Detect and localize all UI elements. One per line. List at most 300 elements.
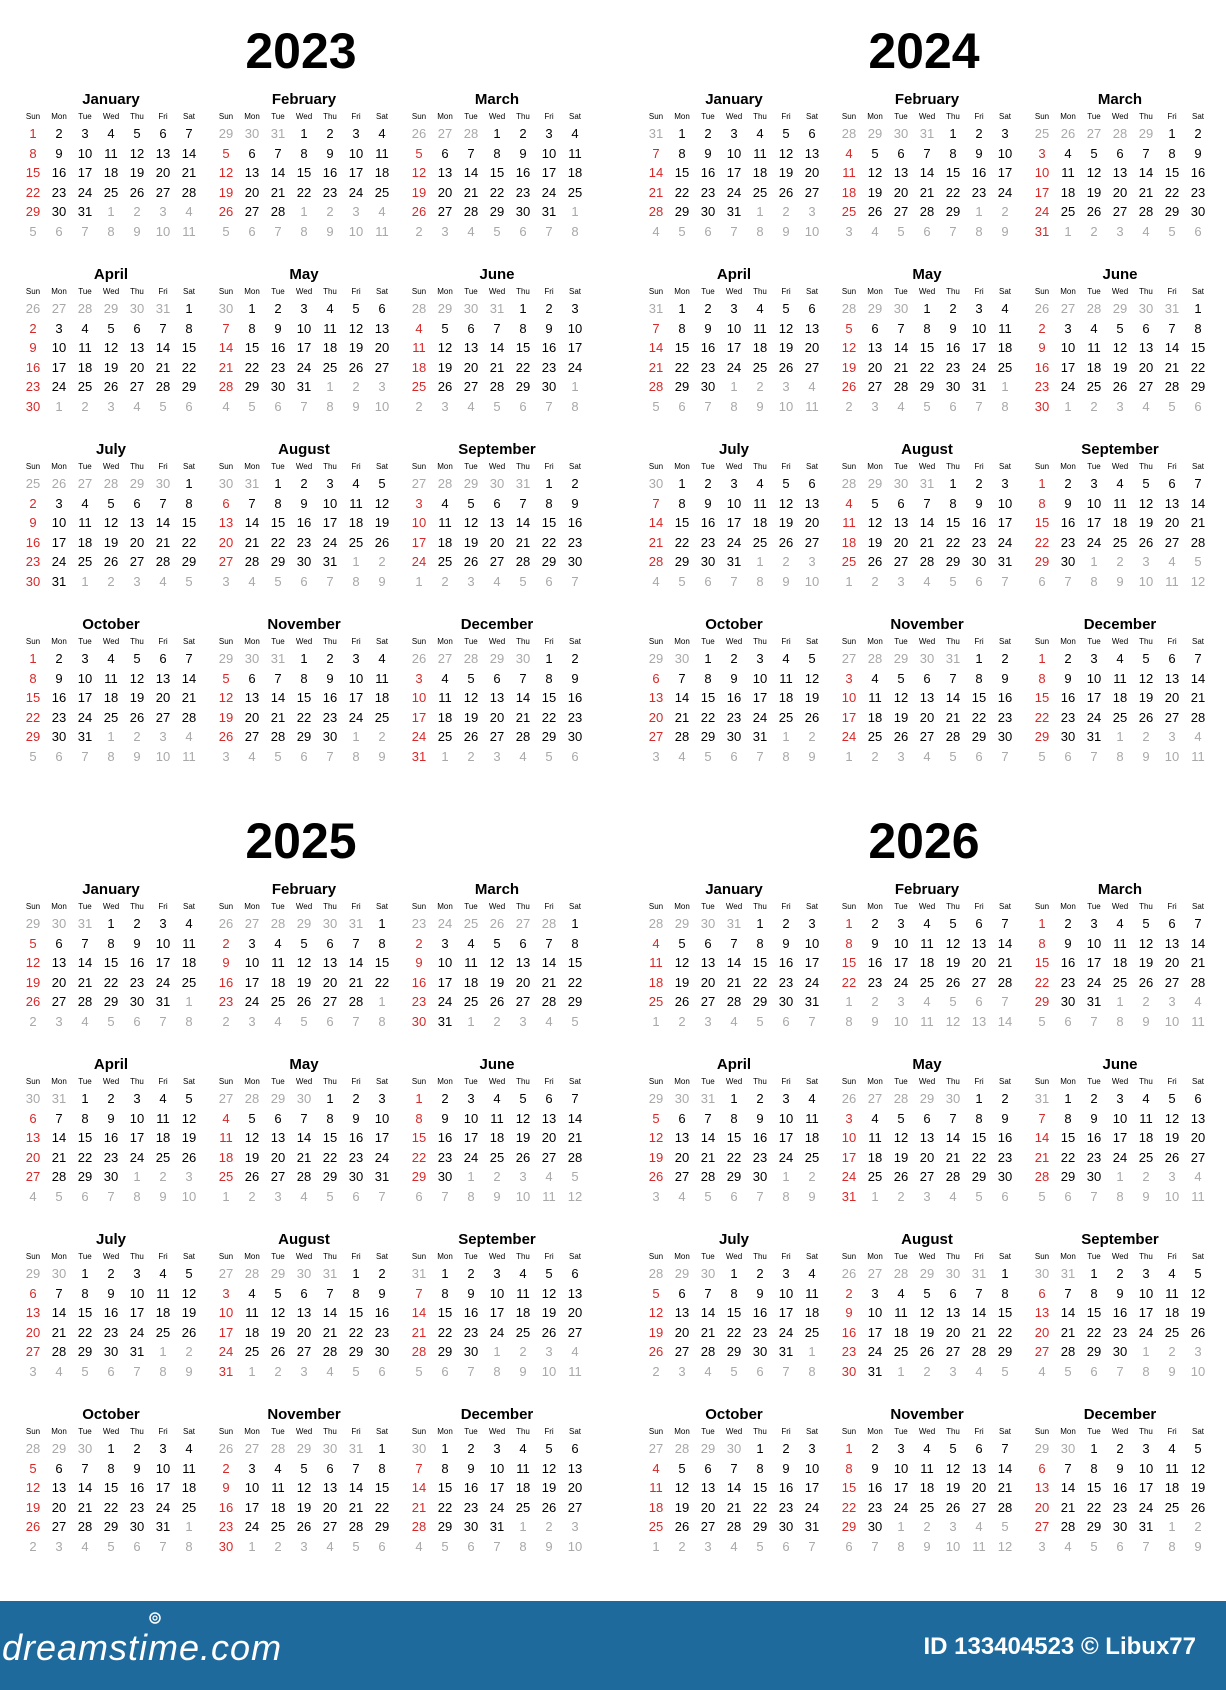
week-row: [20, 649, 202, 669]
day-cell: 5: [923, 398, 931, 414]
weekday-label: Mon: [674, 637, 690, 646]
day-cell: 19: [411, 184, 427, 200]
day-cell: 26: [25, 301, 41, 316]
day-cell: 10: [51, 515, 67, 530]
day-cell: 19: [129, 690, 145, 705]
weekday-label: Sun: [648, 1427, 664, 1436]
day-cell: 3: [845, 223, 853, 239]
day-cell: 27: [893, 204, 909, 219]
day-cell: 29: [674, 1266, 690, 1281]
day-cell: 19: [296, 974, 312, 990]
day-cell: 28: [181, 709, 197, 725]
day-cell: 5: [1064, 1363, 1072, 1379]
day-cell: 27: [674, 1169, 690, 1184]
day-cell: 26: [893, 1169, 909, 1184]
day-cell: 2: [378, 729, 386, 744]
day-cell: 15: [77, 1305, 93, 1320]
week-row: [836, 992, 1018, 1012]
day-cell: 17: [567, 340, 583, 355]
weekday-label: Sat: [182, 902, 195, 911]
day-cell: 13: [155, 670, 171, 686]
day-cell: 21: [1034, 1149, 1050, 1165]
day-cell: 21: [1190, 690, 1206, 705]
weekday-label: Sat: [805, 462, 818, 471]
day-cell: 19: [25, 1499, 41, 1515]
day-cell: 23: [374, 1324, 390, 1340]
week-row: [643, 572, 825, 592]
day-cell: 24: [296, 359, 312, 375]
day-cell: 9: [519, 145, 527, 161]
day-cell: 31: [296, 379, 312, 394]
day-cell: 4: [871, 670, 879, 686]
day-cell: 17: [129, 1305, 145, 1320]
day-cell: 7: [326, 1285, 334, 1301]
day-cell: 29: [296, 729, 312, 744]
day-cell: 27: [541, 1149, 557, 1165]
day-cell: 23: [567, 534, 583, 550]
day-cell: 9: [326, 145, 334, 161]
day-cell: 16: [752, 1305, 768, 1320]
week-row: [1029, 1264, 1211, 1284]
day-cell: 27: [1034, 1344, 1050, 1359]
day-cell: 13: [804, 320, 820, 336]
day-cell: 8: [185, 1013, 193, 1029]
day-cell: 27: [270, 1169, 286, 1184]
day-cell: 17: [778, 1305, 794, 1320]
day-cell: 12: [1190, 1460, 1206, 1476]
week-row: [836, 1517, 1018, 1537]
day-cell: 9: [1001, 670, 1009, 686]
day-cell: 31: [77, 729, 93, 744]
day-cell: 4: [378, 651, 386, 666]
weekday-label: Mon: [437, 1252, 453, 1261]
day-cell: 7: [81, 748, 89, 764]
day-cell: 2: [756, 1091, 764, 1106]
weekday-label: Mon: [867, 287, 883, 296]
weekday-label: Sun: [411, 1427, 427, 1436]
weekday-label: Mon: [867, 637, 883, 646]
day-cell: 9: [107, 1285, 115, 1301]
day-cell: 31: [726, 554, 742, 569]
day-cell: 7: [545, 398, 553, 414]
day-cell: 7: [378, 1188, 386, 1204]
day-cell: 7: [248, 495, 256, 511]
day-cell: 21: [218, 359, 234, 375]
week-row: [643, 397, 825, 417]
day-cell: 25: [322, 359, 338, 375]
week-row: [406, 1109, 588, 1129]
day-cell: 3: [1194, 1344, 1202, 1359]
day-cell: 5: [545, 748, 553, 764]
weekday-label: Thu: [1139, 637, 1153, 646]
day-cell: 30: [997, 1169, 1013, 1184]
day-cell: 17: [437, 974, 453, 990]
weekday-label: Tue: [78, 637, 92, 646]
day-cell: 12: [778, 145, 794, 161]
day-cell: 18: [1060, 184, 1076, 200]
week-row: [836, 494, 1018, 514]
day-cell: 2: [29, 495, 37, 511]
weekday-label: Mon: [437, 637, 453, 646]
day-cell: 27: [244, 204, 260, 219]
day-cell: 12: [674, 1480, 690, 1495]
day-cell: 16: [374, 1305, 390, 1320]
day-cell: 12: [1138, 495, 1154, 511]
day-cell: 11: [1113, 670, 1127, 686]
day-cell: 13: [25, 1130, 41, 1145]
weekday-label: Sun: [1034, 112, 1050, 121]
weekday-label: Mon: [244, 637, 260, 646]
weekday-header: [406, 1250, 588, 1264]
day-cell: 13: [374, 320, 390, 336]
day-cell: 15: [919, 340, 935, 355]
day-cell: 1: [55, 398, 63, 414]
weekday-label: Mon: [674, 902, 690, 911]
day-cell: 6: [1194, 1091, 1202, 1106]
day-cell: 20: [296, 1324, 312, 1340]
brand-logo[interactable]: dreamstime.com: [2, 1627, 283, 1668]
day-cell: 8: [185, 320, 193, 336]
weekday-header: [1029, 635, 1211, 649]
week-row: [406, 973, 588, 993]
day-cell: 3: [845, 670, 853, 686]
day-cell: 5: [493, 935, 501, 951]
day-cell: 8: [1064, 1110, 1072, 1126]
day-cell: 21: [296, 1149, 312, 1165]
day-cell: 4: [1001, 301, 1009, 316]
day-cell: 30: [322, 729, 338, 744]
month-name: May: [912, 266, 942, 283]
day-cell: 14: [1190, 670, 1206, 686]
day-cell: 4: [29, 1188, 37, 1204]
day-cell: 3: [441, 935, 449, 951]
day-cell: 9: [300, 495, 308, 511]
day-cell: 9: [378, 573, 386, 589]
day-cell: 24: [437, 916, 453, 931]
week-row: [643, 1012, 825, 1032]
week-row: [836, 914, 1018, 934]
weekday-label: Wed: [918, 1077, 936, 1086]
day-cell: 22: [945, 534, 961, 550]
week-row: [643, 688, 825, 708]
day-cell: 28: [270, 204, 286, 219]
weekday-label: Tue: [701, 637, 715, 646]
weekday-label: Sat: [375, 902, 388, 911]
day-cell: 24: [1060, 379, 1076, 394]
day-cell: 1: [493, 126, 501, 141]
day-cell: 12: [648, 1305, 664, 1320]
day-cell: 7: [1142, 145, 1150, 161]
day-cell: 14: [515, 690, 531, 705]
month-february: [836, 880, 1018, 1031]
day-cell: 22: [296, 184, 312, 200]
day-cell: 9: [1142, 1013, 1150, 1029]
day-cell: 10: [322, 495, 338, 511]
day-cell: 27: [218, 1266, 234, 1281]
day-cell: 1: [571, 916, 579, 931]
day-cell: 6: [1038, 573, 1046, 589]
weekday-label: Sat: [568, 112, 581, 121]
day-cell: 7: [1142, 1538, 1150, 1554]
day-cell: 7: [441, 1188, 449, 1204]
day-cell: 8: [81, 1110, 89, 1126]
month-name: September: [458, 441, 536, 458]
day-cell: 6: [274, 1110, 282, 1126]
day-cell: 22: [322, 1149, 338, 1165]
month-november: [213, 1405, 395, 1556]
day-cell: 10: [893, 1460, 909, 1476]
week-row: [1029, 1498, 1211, 1518]
day-cell: 6: [274, 398, 282, 414]
day-cell: 23: [752, 1149, 768, 1165]
day-cell: 28: [648, 554, 664, 569]
day-cell: 4: [185, 204, 193, 219]
week-row: [643, 953, 825, 973]
day-cell: 12: [25, 955, 41, 970]
day-cell: 5: [352, 1363, 360, 1379]
weekday-label: Sun: [218, 1427, 234, 1436]
day-cell: 29: [181, 379, 197, 394]
day-cell: 5: [1038, 748, 1046, 764]
day-cell: 28: [411, 1344, 427, 1359]
day-cell: 14: [51, 1305, 67, 1320]
day-cell: 18: [515, 1480, 531, 1495]
year-title: 2024: [868, 23, 980, 79]
day-cell: 6: [782, 1538, 790, 1554]
week-row: [20, 494, 202, 514]
day-cell: 26: [218, 204, 234, 219]
day-cell: 8: [782, 1188, 790, 1204]
day-cell: 7: [159, 320, 167, 336]
day-cell: 18: [1112, 515, 1128, 530]
day-cell: 28: [181, 184, 197, 200]
day-cell: 10: [77, 670, 93, 686]
day-cell: 5: [652, 398, 660, 414]
day-cell: 20: [567, 1480, 583, 1495]
day-cell: 21: [674, 709, 690, 725]
day-cell: 3: [808, 554, 816, 569]
weekday-label: Sat: [1191, 1427, 1204, 1436]
day-cell: 16: [1034, 359, 1050, 375]
day-cell: 2: [1142, 729, 1150, 744]
day-cell: 5: [29, 935, 37, 951]
weekday-label: Sat: [1191, 637, 1204, 646]
day-cell: 1: [897, 1519, 905, 1534]
day-cell: 5: [1168, 223, 1176, 239]
day-cell: 19: [778, 340, 794, 355]
weekday-label: Mon: [51, 1427, 67, 1436]
day-cell: 9: [326, 223, 334, 239]
day-cell: 9: [704, 495, 712, 511]
day-cell: 13: [893, 515, 909, 530]
day-cell: 30: [752, 1344, 768, 1359]
day-cell: 5: [704, 1188, 712, 1204]
weekday-header: [406, 1425, 588, 1439]
day-cell: 30: [971, 554, 987, 569]
weekday-label: Wed: [725, 1077, 743, 1086]
month-september: [1029, 1230, 1211, 1381]
day-cell: 29: [674, 916, 690, 931]
day-cell: 14: [919, 515, 935, 530]
weekday-label: Thu: [1139, 1427, 1153, 1436]
day-cell: 30: [51, 1266, 67, 1281]
week-row: [643, 1323, 825, 1343]
week-row: [213, 1303, 395, 1323]
day-cell: 9: [545, 1538, 553, 1554]
day-cell: 14: [1060, 1480, 1076, 1495]
week-row: [406, 953, 588, 973]
day-cell: 12: [25, 1480, 41, 1495]
day-cell: 22: [674, 534, 690, 550]
day-cell: 5: [678, 935, 686, 951]
week-row: [1029, 222, 1211, 242]
day-cell: 1: [185, 476, 193, 491]
day-cell: 4: [133, 398, 141, 414]
day-cell: 8: [678, 320, 686, 336]
month-name: February: [271, 881, 337, 898]
day-cell: 4: [222, 1110, 230, 1126]
day-cell: 4: [378, 126, 386, 141]
day-cell: 12: [218, 165, 234, 180]
day-cell: 28: [25, 1441, 41, 1456]
week-row: [20, 552, 202, 572]
day-cell: 2: [845, 1285, 853, 1301]
week-row: [20, 1264, 202, 1284]
day-cell: 29: [945, 554, 961, 569]
month-july: [643, 1230, 825, 1381]
day-cell: 13: [244, 165, 260, 180]
day-cell: 25: [1112, 709, 1128, 725]
day-cell: 4: [274, 1013, 282, 1029]
day-cell: 28: [463, 204, 479, 219]
day-cell: 1: [730, 379, 738, 394]
day-cell: 12: [1190, 573, 1206, 589]
day-cell: 6: [352, 1188, 360, 1204]
day-cell: 5: [29, 748, 37, 764]
day-cell: 13: [515, 955, 531, 970]
day-cell: 30: [752, 1169, 768, 1184]
day-cell: 4: [415, 1538, 423, 1554]
day-cell: 29: [919, 1266, 935, 1281]
day-cell: 23: [1060, 974, 1076, 990]
weekday-header: [836, 1075, 1018, 1089]
weekday-label: Fri: [351, 462, 361, 471]
day-cell: 28: [919, 554, 935, 569]
day-cell: 15: [945, 165, 961, 180]
week-row: [20, 688, 202, 708]
weekday-label: Sat: [805, 637, 818, 646]
day-cell: 24: [348, 184, 364, 200]
day-cell: 4: [923, 994, 931, 1009]
day-cell: 11: [805, 1285, 819, 1301]
day-cell: 13: [674, 1305, 690, 1320]
weekday-label: Sat: [998, 462, 1011, 471]
day-cell: 25: [841, 554, 857, 569]
day-cell: 1: [107, 916, 115, 931]
weekday-label: Tue: [464, 462, 478, 471]
day-cell: 1: [300, 126, 308, 141]
weekday-label: Wed: [1111, 287, 1129, 296]
week-row: [406, 1323, 588, 1343]
day-cell: 16: [411, 974, 427, 990]
weekday-label: Wed: [918, 112, 936, 121]
day-cell: 2: [222, 935, 230, 951]
weekday-label: Sun: [648, 1252, 664, 1261]
day-cell: 14: [244, 515, 260, 530]
weekday-label: Tue: [271, 462, 285, 471]
weekday-label: Tue: [701, 112, 715, 121]
day-cell: 25: [752, 534, 768, 550]
day-cell: 14: [1060, 1305, 1076, 1320]
day-cell: 2: [808, 729, 816, 744]
day-cell: 25: [867, 1169, 883, 1184]
year-calendar-2025: [0, 790, 583, 1560]
weekday-label: Thu: [130, 287, 144, 296]
day-cell: 10: [437, 955, 453, 970]
week-row: [213, 1362, 395, 1382]
day-cell: 29: [218, 126, 234, 141]
day-cell: 5: [897, 670, 905, 686]
day-cell: 27: [25, 1169, 41, 1184]
day-cell: 25: [1112, 974, 1128, 990]
day-cell: 27: [1164, 974, 1180, 990]
day-cell: 11: [375, 145, 389, 161]
weekday-label: Fri: [974, 1252, 984, 1261]
day-cell: 4: [1168, 554, 1176, 569]
day-cell: 9: [133, 935, 141, 951]
day-cell: 16: [971, 515, 987, 530]
day-cell: 7: [1001, 1441, 1009, 1456]
day-cell: 18: [648, 974, 664, 990]
week-row: [1029, 513, 1211, 533]
weekday-label: Wed: [918, 1252, 936, 1261]
day-cell: 2: [441, 573, 449, 589]
day-cell: 22: [971, 1149, 987, 1165]
day-cell: 5: [678, 1460, 686, 1476]
day-cell: 11: [375, 223, 389, 239]
day-cell: 1: [571, 379, 579, 394]
day-cell: 3: [897, 573, 905, 589]
day-cell: 26: [103, 379, 119, 394]
weekday-label: Sun: [1034, 1427, 1050, 1436]
day-cell: 26: [437, 379, 453, 394]
week-row: [406, 1362, 588, 1382]
day-cell: 22: [945, 184, 961, 200]
day-cell: 1: [897, 1363, 905, 1379]
day-cell: 5: [185, 1091, 193, 1106]
day-cell: 25: [103, 709, 119, 725]
day-cell: 30: [296, 1266, 312, 1281]
month-october: [643, 615, 825, 766]
week-row: [1029, 1517, 1211, 1537]
day-cell: 24: [867, 1344, 883, 1359]
day-cell: 4: [704, 1363, 712, 1379]
weekday-label: Thu: [130, 462, 144, 471]
day-cell: 28: [1086, 301, 1102, 316]
weekday-label: Sat: [568, 902, 581, 911]
day-cell: 20: [893, 184, 909, 200]
day-cell: 1: [1090, 554, 1098, 569]
day-cell: 27: [374, 359, 390, 375]
day-cell: 2: [923, 1363, 931, 1379]
day-cell: 26: [893, 729, 909, 744]
day-cell: 24: [411, 729, 427, 744]
day-cell: 5: [107, 320, 115, 336]
day-cell: 6: [441, 1363, 449, 1379]
day-cell: 29: [674, 554, 690, 569]
day-cell: 8: [1116, 1013, 1124, 1029]
weekday-label: Tue: [271, 1252, 285, 1261]
